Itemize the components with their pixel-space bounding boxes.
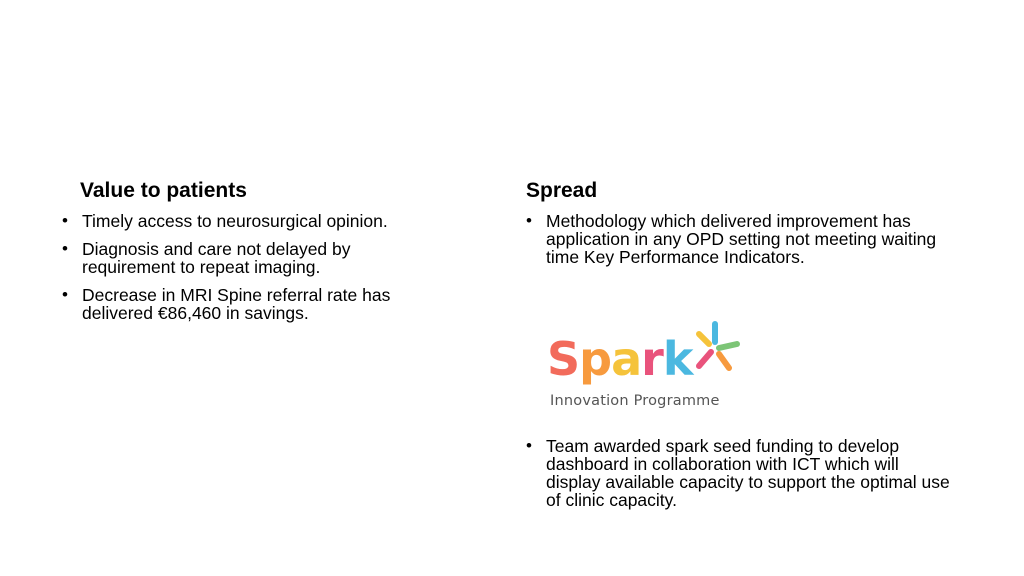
list-item	[60, 286, 440, 322]
spread-list	[524, 212, 944, 276]
logo-letter: S	[547, 332, 580, 386]
list-item	[60, 212, 440, 230]
logo-letter: k	[662, 332, 693, 386]
bullet-text: Team awarded spark seed funding to develop dashboard in collaboration with ICT which will display available capacity to support the optimal use of clinic capacity.	[546, 436, 950, 510]
spark-funding-list	[524, 437, 954, 519]
list-item	[60, 240, 440, 276]
logo-letter: a	[611, 332, 642, 386]
value-to-patients-heading: Value to patients	[80, 179, 247, 202]
bullet-text: Methodology which delivered improvement has application in any OPD setting not meeting waiting time Key Performance Indicators.	[546, 211, 937, 267]
bullet-text: Diagnosis and care not delayed by requirement to repeat imaging.	[82, 239, 351, 277]
bullet-text: Timely access to neurosurgical opinion.	[82, 211, 388, 231]
spark-logo	[545, 320, 745, 415]
spark-subtitle: Innovation Programme	[550, 393, 720, 409]
bullet-icon: •	[62, 239, 68, 258]
logo-letter: p	[579, 332, 612, 386]
list-item	[524, 212, 944, 266]
spark-star-icon	[687, 320, 743, 376]
bullet-text: Decrease in MRI Spine referral rate has delivered €86,460 in savings.	[82, 285, 391, 323]
value-to-patients-list	[60, 212, 440, 332]
bullet-icon: •	[62, 211, 68, 230]
spark-wordmark	[547, 334, 692, 384]
logo-letter: r	[641, 332, 663, 386]
bullet-icon: •	[526, 211, 532, 230]
list-item	[524, 437, 954, 509]
bullet-icon: •	[62, 285, 68, 304]
bullet-icon: •	[526, 436, 532, 455]
spread-heading: Spread	[526, 179, 598, 202]
